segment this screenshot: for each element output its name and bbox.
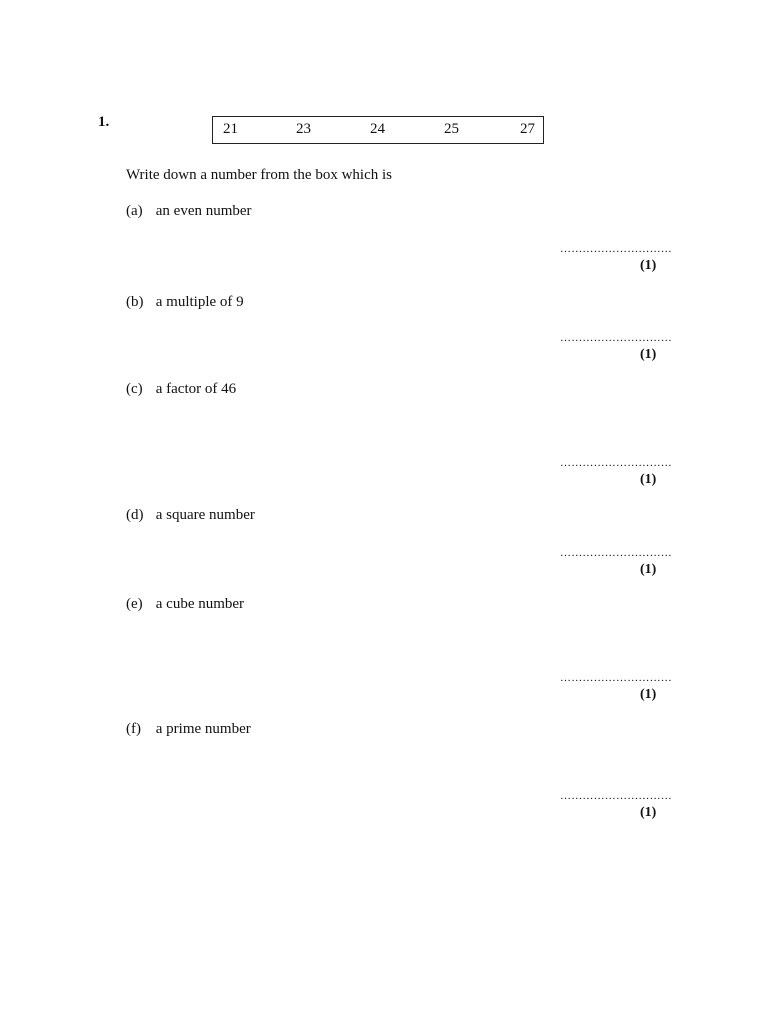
part-c xyxy=(126,381,236,398)
answer-line-f[interactable]: ………………………… xyxy=(560,790,672,802)
part-b xyxy=(126,294,244,311)
part-label: (c) xyxy=(126,381,143,397)
part-d xyxy=(126,507,255,524)
marks-b: (1) xyxy=(640,347,657,362)
marks-a: (1) xyxy=(640,258,657,273)
part-a xyxy=(126,203,252,220)
part-label: (a) xyxy=(126,203,143,219)
box-number: 25 xyxy=(444,121,459,137)
part-f xyxy=(126,721,251,738)
part-text: an even number xyxy=(155,203,252,219)
question-instruction: Write down a number from the box which is xyxy=(126,167,393,183)
marks-d: (1) xyxy=(640,562,657,577)
marks-c: (1) xyxy=(640,472,657,487)
box-number: 21 xyxy=(223,121,238,137)
marks-f: (1) xyxy=(640,805,657,820)
part-label: (d) xyxy=(126,507,144,523)
part-text: a factor of 46 xyxy=(155,381,237,397)
part-label: (b) xyxy=(126,294,144,310)
box-number: 23 xyxy=(296,121,311,137)
part-text: a cube number xyxy=(155,596,245,612)
question-number: 1. xyxy=(98,114,110,130)
part-text: a square number xyxy=(155,507,255,523)
answer-line-d[interactable]: ………………………… xyxy=(560,547,672,559)
answer-line-b[interactable]: ………………………… xyxy=(560,332,672,344)
part-e xyxy=(126,596,244,613)
number-box xyxy=(212,116,544,144)
answer-line-a[interactable]: ………………………… xyxy=(560,243,672,255)
answer-line-e[interactable]: ………………………… xyxy=(560,672,672,684)
marks-e: (1) xyxy=(640,687,657,702)
answer-line-c[interactable]: ………………………… xyxy=(560,457,672,469)
part-label: (f) xyxy=(126,721,141,737)
box-number: 24 xyxy=(370,121,385,137)
part-text: a multiple of 9 xyxy=(155,294,244,310)
part-text: a prime number xyxy=(155,721,251,737)
box-number: 27 xyxy=(520,121,535,137)
part-label: (e) xyxy=(126,596,143,612)
